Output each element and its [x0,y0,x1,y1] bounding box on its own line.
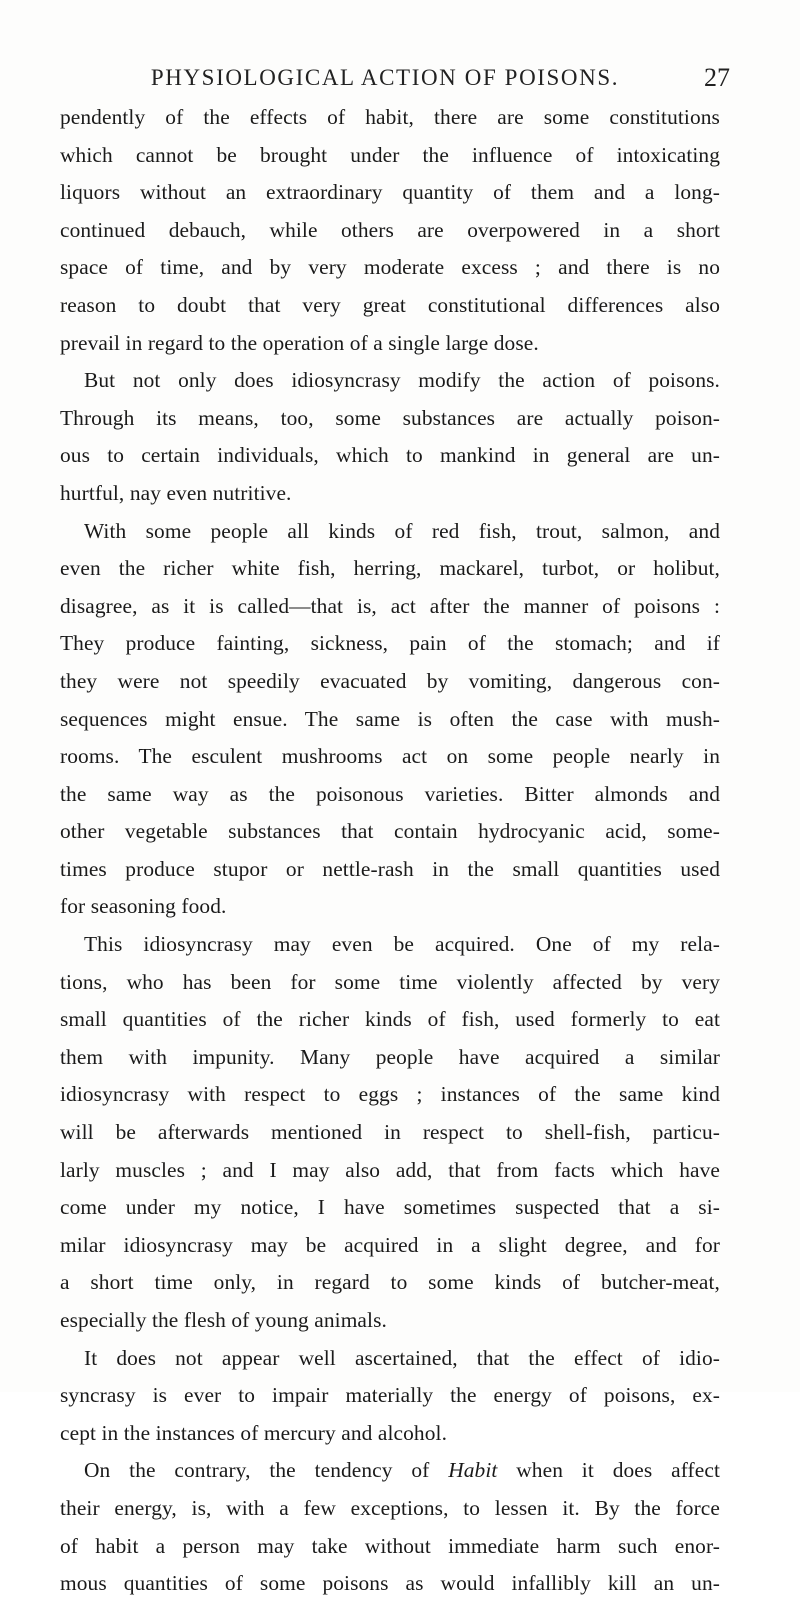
text-line: other vegetable substances that contain hydrocyanic acid, some- [60,819,720,844]
text-line: times produce stupor or nettle-rash in the small quantities used [60,856,720,881]
text-line: tions, who has been for some time violently affected by very [60,969,720,994]
text-line: of habit a person may take without immediate harm such enor- [60,1533,720,1558]
text-line: They produce fainting, sickness, pain of the stomach; and if [60,631,720,656]
paragraph-start: It does not appear well ascertained, that the effect of idio- [84,1345,720,1370]
emphasis-habit: Habit [448,1458,498,1483]
text-line: for seasoning food. [60,894,227,919]
page-number: 27 [704,63,730,92]
text-line: liquors without an extraordinary quantity of them and a long- [60,180,720,205]
text-line: prevail in regard to the operation of a single large dose. [60,330,539,355]
text-run: when it does affect [497,1458,721,1483]
text-line: sequences might ensue. The same is often the case with mush- [60,706,720,731]
paragraph-start: With some people all kinds of red fish, trout, salmon, and [84,518,720,543]
text-line: the same way as the poisonous varieties. Bitter almonds and [60,781,720,806]
text-line: a short time only, in regard to some kinds of butcher-meat, [60,1270,720,1295]
paragraph-start [60,1452,720,1490]
text-line: disagree, as it is called—that is, act after the manner of poisons : [60,593,720,618]
text-line: Through its means, too, some substances are actually poison- [60,405,720,430]
text-line: which cannot be brought under the influence of intoxicating [60,142,720,167]
text-line: hurtful, nay even nutritive. [60,480,292,505]
text-line: mous quantities of some poisons as would infallibly kill an un- [60,1571,720,1596]
paragraph-start: This idiosyncrasy may even be acquired. One of my rela- [84,932,720,957]
text-line: rooms. The esculent mushrooms act on some people nearly in [60,744,720,769]
text-line: idiosyncrasy with respect to eggs ; instances of the same kind [60,1082,720,1107]
text-line: come under my notice, I have sometimes suspected that a si- [60,1195,720,1220]
text-line: will be afterwards mentioned in respect to shell-fish, particu- [60,1120,720,1145]
text-line: especially the flesh of young animals. [60,1308,387,1332]
text-line: even the richer white fish, herring, mackarel, turbot, or holibut, [60,556,720,581]
text-line: them with impunity. Many people have acquired a similar [60,1044,720,1069]
text-line: they were not speedily evacuated by vomiting, dangerous con- [60,668,720,693]
text-line: larly muscles ; and I may also add, that from facts which have [60,1157,720,1182]
running-head [100,58,730,98]
running-title: PHYSIOLOGICAL ACTION OF POISONS. [150,65,620,90]
text-line: reason to doubt that very great constitutional differences also [60,292,720,317]
text-line: their energy, is, with a few exceptions, to lessen it. By the force [60,1495,720,1520]
paragraph-start: But not only does idiosyncrasy modify the action of poisons. [84,368,720,393]
text-line: continued debauch, while others are overpowered in a short [60,217,720,242]
text-line: ous to certain individuals, which to mankind in general are un- [60,443,720,468]
text-line: small quantities of the richer kinds of fish, used formerly to eat [60,1007,720,1032]
text-line: milar idiosyncrasy may be acquired in a slight degree, and for [60,1232,720,1257]
text-line: cept in the instances of mercury and alcohol. [60,1420,448,1445]
text-line: syncrasy is ever to impair materially the energy of poisons, ex- [60,1383,720,1408]
text-line: pendently of the effects of habit, there are some constitutions [60,105,720,129]
text-run: On the contrary, the tendency of [84,1458,449,1483]
body-text [60,99,720,1603]
text-line: space of time, and by very moderate excess ; and there is no [60,255,720,280]
